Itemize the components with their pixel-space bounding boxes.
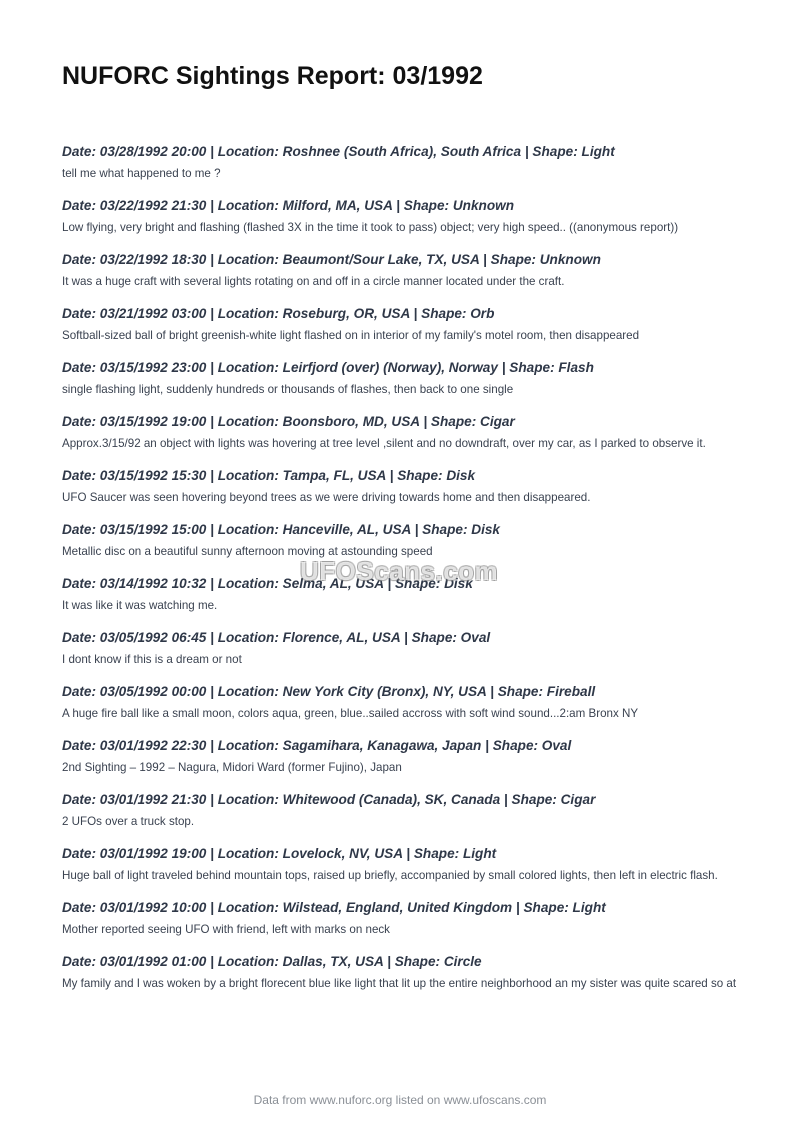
sighting-entry xyxy=(62,899,742,938)
sighting-header: Date: 03/14/1992 10:32 | Location: Selma, AL, USA | Shape: Disk xyxy=(62,576,473,591)
sighting-header: Date: 03/01/1992 22:30 | Location: Sagamihara, Kanagawa, Japan | Shape: Oval xyxy=(62,738,572,753)
sighting-header: Date: 03/15/1992 15:00 | Location: Hanceville, AL, USA | Shape: Disk xyxy=(62,522,500,537)
sighting-entry xyxy=(62,413,742,452)
sighting-description: 2nd Sighting – 1992 – Nagura, Midori Ward (former Fujino), Japan xyxy=(62,761,402,774)
sighting-description: Huge ball of light traveled behind mountain tops, raised up briefly, accompanied by small colored lights, then left in electric flash. xyxy=(62,869,718,882)
watermark: UFOScans.com xyxy=(300,556,499,586)
sighting-description: It was a huge craft with several lights rotating on and off in a circle manner located under the craft. xyxy=(62,275,565,288)
footer-credit: Data from www.nuforc.org listed on www.ufoscans.com xyxy=(253,1093,547,1107)
sighting-description: I dont know if this is a dream or not xyxy=(62,653,242,666)
sighting-description: Low flying, very bright and flashing (flashed 3X in the time it took to pass) object; very high speed.. ((anonymous report)) xyxy=(62,221,679,234)
sighting-header: Date: 03/15/1992 15:30 | Location: Tampa, FL, USA | Shape: Disk xyxy=(62,468,476,483)
sighting-description: My family and I was woken by a bright florecent blue like light that lit up the entire neighborhood an my sister was quite scared so at xyxy=(62,977,737,990)
sighting-entry xyxy=(62,467,742,506)
sightings-list xyxy=(62,143,742,1007)
sighting-header: Date: 03/01/1992 21:30 | Location: Whitewood (Canada), SK, Canada | Shape: Cigar xyxy=(62,792,596,807)
sighting-entry xyxy=(62,629,742,668)
sighting-description: Approx.3/15/92 an object with lights was hovering at tree level ,silent and no downdraft, over my car, as I parked to observe it. xyxy=(62,437,706,450)
sighting-header: Date: 03/01/1992 01:00 | Location: Dallas, TX, USA | Shape: Circle xyxy=(62,954,482,969)
sighting-header: Date: 03/05/1992 00:00 | Location: New York City (Bronx), NY, USA | Shape: Fireball xyxy=(62,684,596,699)
sighting-header: Date: 03/01/1992 10:00 | Location: Wilstead, England, United Kingdom | Shape: Light xyxy=(62,900,606,915)
sighting-header: Date: 03/05/1992 06:45 | Location: Florence, AL, USA | Shape: Oval xyxy=(62,630,491,645)
sighting-description: 2 UFOs over a truck stop. xyxy=(62,815,195,828)
sighting-entry xyxy=(62,953,742,992)
sighting-entry xyxy=(62,521,742,560)
sighting-entry xyxy=(62,305,742,344)
sighting-header: Date: 03/22/1992 18:30 | Location: Beaumont/Sour Lake, TX, USA | Shape: Unknown xyxy=(62,252,601,267)
sighting-description: single flashing light, suddenly hundreds or thousands of flashes, then back to one single xyxy=(62,383,514,396)
sighting-entry xyxy=(62,251,742,290)
sighting-entry xyxy=(62,359,742,398)
sighting-header: Date: 03/01/1992 19:00 | Location: Lovelock, NV, USA | Shape: Light xyxy=(62,846,497,861)
sighting-header: Date: 03/21/1992 03:00 | Location: Roseburg, OR, USA | Shape: Orb xyxy=(62,306,495,321)
sighting-description: Metallic disc on a beautiful sunny afternoon moving at astounding speed xyxy=(62,545,433,558)
sighting-description: A huge fire ball like a small moon, colors aqua, green, blue..sailed accross with soft wind sound...2:am Bronx NY xyxy=(62,707,639,720)
sighting-description: It was like it was watching me. xyxy=(62,599,218,612)
sighting-header: Date: 03/15/1992 23:00 | Location: Leirfjord (over) (Norway), Norway | Shape: Flash xyxy=(62,360,594,375)
sighting-entry xyxy=(62,143,742,182)
sighting-description: UFO Saucer was seen hovering beyond trees as we were driving towards home and then disappeared. xyxy=(62,491,591,504)
sighting-header: Date: 03/22/1992 21:30 | Location: Milford, MA, USA | Shape: Unknown xyxy=(62,198,515,213)
sighting-entry xyxy=(62,197,742,236)
sighting-entry xyxy=(62,737,742,776)
sighting-entry xyxy=(62,791,742,830)
sighting-entry xyxy=(62,575,742,614)
sighting-description: tell me what happened to me ? xyxy=(62,167,221,180)
page-title: NUFORC Sightings Report: 03/1992 xyxy=(62,62,483,90)
sighting-entry xyxy=(62,845,742,884)
sighting-header: Date: 03/15/1992 19:00 | Location: Boonsboro, MD, USA | Shape: Cigar xyxy=(62,414,515,429)
sighting-description: Mother reported seeing UFO with friend, left with marks on neck xyxy=(62,923,390,936)
sighting-header: Date: 03/28/1992 20:00 | Location: Roshnee (South Africa), South Africa | Shape: Light xyxy=(62,144,615,159)
sighting-description: Softball-sized ball of bright greenish-white light flashed on in interior of my family's motel room, then disappeared xyxy=(62,329,640,342)
sighting-entry xyxy=(62,683,742,722)
